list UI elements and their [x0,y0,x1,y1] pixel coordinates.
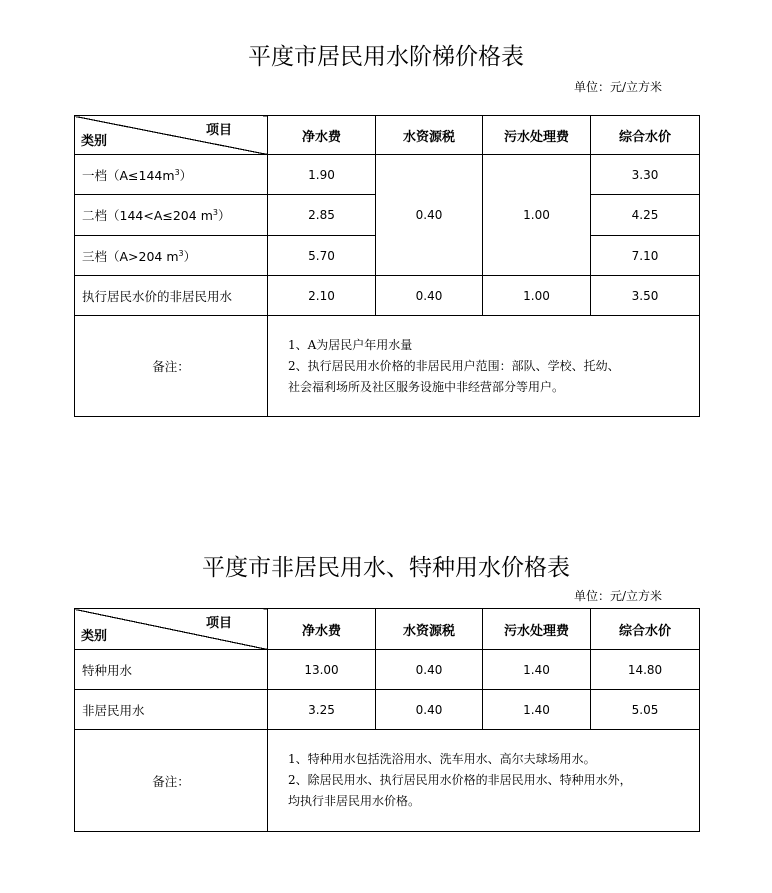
cell-net-fee: 3.25 [268,690,376,730]
table-row [75,650,700,690]
table1-unit: 单位：元/立方米 [573,80,662,94]
cell-net-fee: 2.10 [268,276,376,316]
note-line: 1、A为居民户年用水量 [288,337,413,352]
row-label-nonresidential-at-residential-price: 执行居民水价的非居民用水 [75,276,268,316]
cell-sewage-fee-shared: 1.00 [483,155,591,276]
cell-resource-tax: 0.40 [376,276,483,316]
note-line: 均执行非居民用水价格。 [288,794,421,808]
row-label-special-water: 特种用水 [75,650,268,690]
notes-label: 备注： [75,730,268,832]
note-line: 社会福利场所及社区服务设施中非经营部分等用户。 [288,379,565,394]
header-category-label: 类别 [81,134,108,149]
cell-resource-tax: 0.40 [376,650,483,690]
cell-total-price: 7.10 [591,236,700,276]
cell-net-fee: 2.85 [268,195,376,236]
col-header-net-fee: 净水费 [268,116,376,155]
col-header-net-fee: 净水费 [268,609,376,650]
diagonal-header-cell [75,116,268,155]
table-row [75,155,700,195]
cell-total-price: 14.80 [591,650,700,690]
cell-net-fee: 13.00 [268,650,376,690]
table-header-row [75,609,700,650]
notes-content [268,316,700,417]
diagonal-header-cell [75,609,268,650]
row-label-nonresidential-water: 非居民用水 [75,690,268,730]
row-label-tier1: 一档$(A\le 144m^3)$ [75,155,268,195]
col-header-resource-tax: 水资源税 [376,116,483,155]
col-header-total-price: 综合水价 [591,609,700,650]
notes-content [268,730,700,832]
cell-total-price: 3.30 [591,155,700,195]
note-line: 2、执行居民用水价格的非居民用户范围：部队、学校、托幼、 [288,358,620,373]
table-header-row [75,116,700,155]
cell-resource-tax-shared: 0.40 [376,155,483,276]
col-header-total-price: 综合水价 [591,116,700,155]
row-label-tier3: 三档（A>204 $m^3$） [75,236,268,276]
cell-total-price: 3.50 [591,276,700,316]
header-item-label: 项目 [205,123,232,138]
header-category-label: 类别 [81,629,108,644]
cell-sewage-fee: 1.40 [483,650,591,690]
cell-sewage-fee: 1.00 [483,276,591,316]
header-item-label: 项目 [205,616,232,631]
notes-row [75,730,700,832]
table-row [75,276,700,316]
cell-net-fee: 5.70 [268,236,376,276]
col-header-resource-tax: 水资源税 [376,609,483,650]
table2-title: 平度市非居民用水、特种用水价格表 [202,555,570,581]
cell-total-price: 5.05 [591,690,700,730]
nonresidential-price-table [74,608,700,832]
notes-label: 备注： [75,316,268,417]
cell-total-price: 4.25 [591,195,700,236]
table1-title: 平度市居民用水阶梯价格表 [248,44,524,70]
cell-sewage-fee: 1.40 [483,690,591,730]
table2-unit: 单位：元/立方米 [573,589,662,603]
col-header-sewage-fee: 污水处理费 [483,609,591,650]
cell-resource-tax: 0.40 [376,690,483,730]
residential-price-table [74,115,700,417]
note-line: 1、特种用水包括洗浴用水、洗车用水、高尔夫球场用水。 [288,752,596,766]
note-line: 2、除居民用水、执行居民用水价格的非居民用水、特种用水外， [288,773,632,787]
cell-net-fee: 1.90 [268,155,376,195]
col-header-sewage-fee: 污水处理费 [483,116,591,155]
row-label-tier2: 二档（144<A≤204 $m^3$） [75,195,268,236]
table-row [75,690,700,730]
notes-row [75,316,700,417]
